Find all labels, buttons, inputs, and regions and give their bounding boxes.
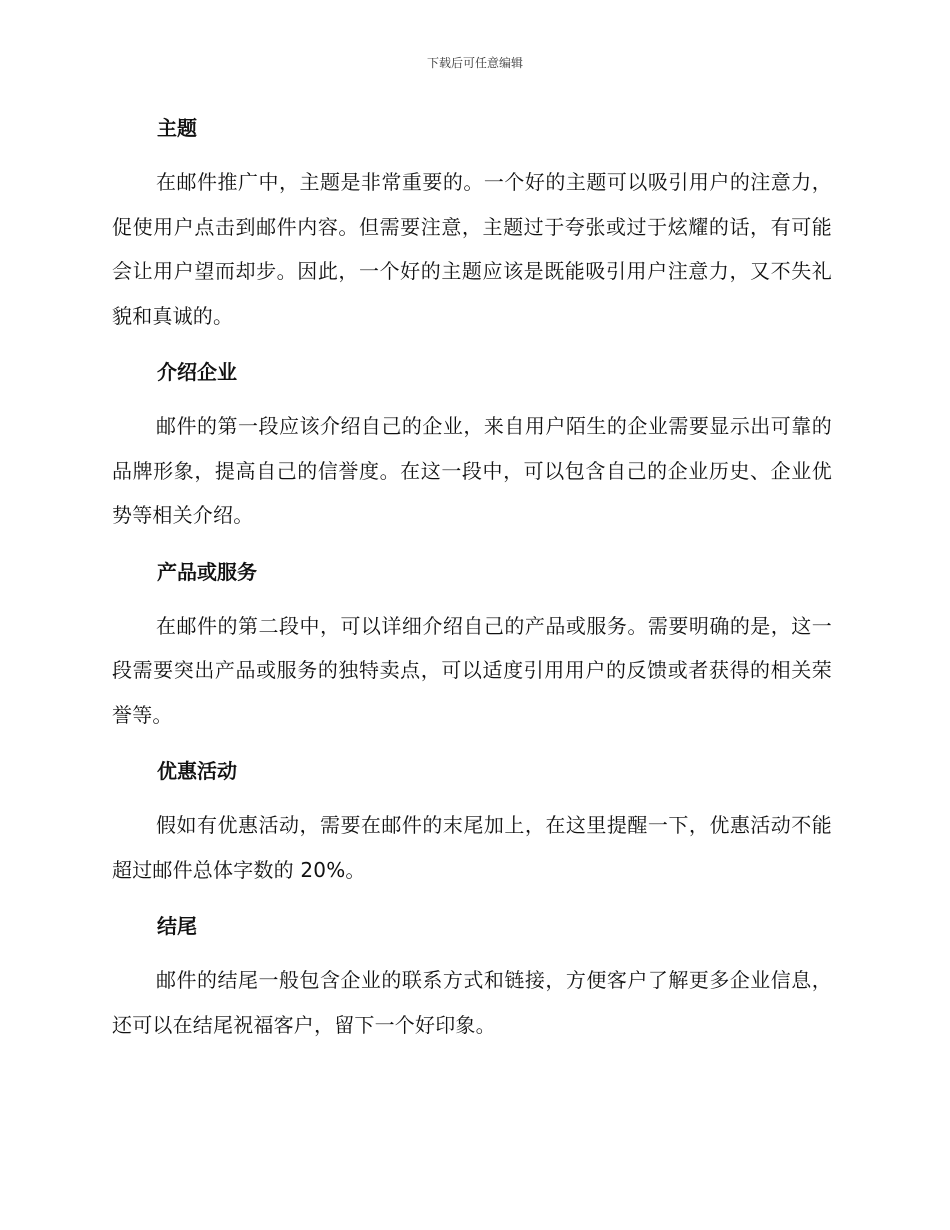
- section-heading: 介绍企业: [157, 360, 237, 384]
- section-heading: 结尾: [157, 914, 197, 938]
- section-heading: 产品或服务: [157, 559, 257, 584]
- section-paragraph: 邮件的第一段应该介绍自己的企业，来自用户陌生的企业需要显示出可靠的品牌形象，提高自己的信誉度。在这一段中，可以包含自己的企业历史、企业优势等相关介绍。: [112, 414, 832, 527]
- section-product-service: [112, 554, 832, 738]
- section-paragraph: 邮件的结尾一般包含企业的联系方式和链接，方便客户了解更多企业信息，还可以在结尾祝福客户，留下一个好印象。: [112, 968, 832, 1037]
- section-paragraph: 假如有优惠活动，需要在邮件的末尾加上，在这里提醒一下，优惠活动不能超过邮件总体字数的 20%。: [112, 813, 832, 882]
- section-heading: 优惠活动: [157, 759, 237, 783]
- section-promotion: [112, 753, 832, 892]
- section-company-intro: [112, 354, 832, 538]
- section-paragraph: 在邮件推广中，主题是非常重要的。一个好的主题可以吸引用户的注意力，促使用户点击到邮件内容。但需要注意，主题过于夸张或过于炫耀的话，有可能会让用户望而却步。因此，一个好的主题应该是既能吸引用户注意力，又不失礼貌和真诚的。: [112, 170, 832, 328]
- section-heading: 主题: [157, 116, 197, 140]
- section-closing: [112, 908, 832, 1047]
- section-paragraph: 在邮件的第二段中，可以详细介绍自己的产品或服务。需要明确的是，这一段需要突出产品或服务的独特卖点，可以适度引用用户的反馈或者获得的相关荣誉等。: [112, 613, 832, 727]
- section-subject: [112, 110, 832, 338]
- document-body: [112, 110, 832, 1063]
- header-note: 下载后可任意编辑: [426, 56, 523, 70]
